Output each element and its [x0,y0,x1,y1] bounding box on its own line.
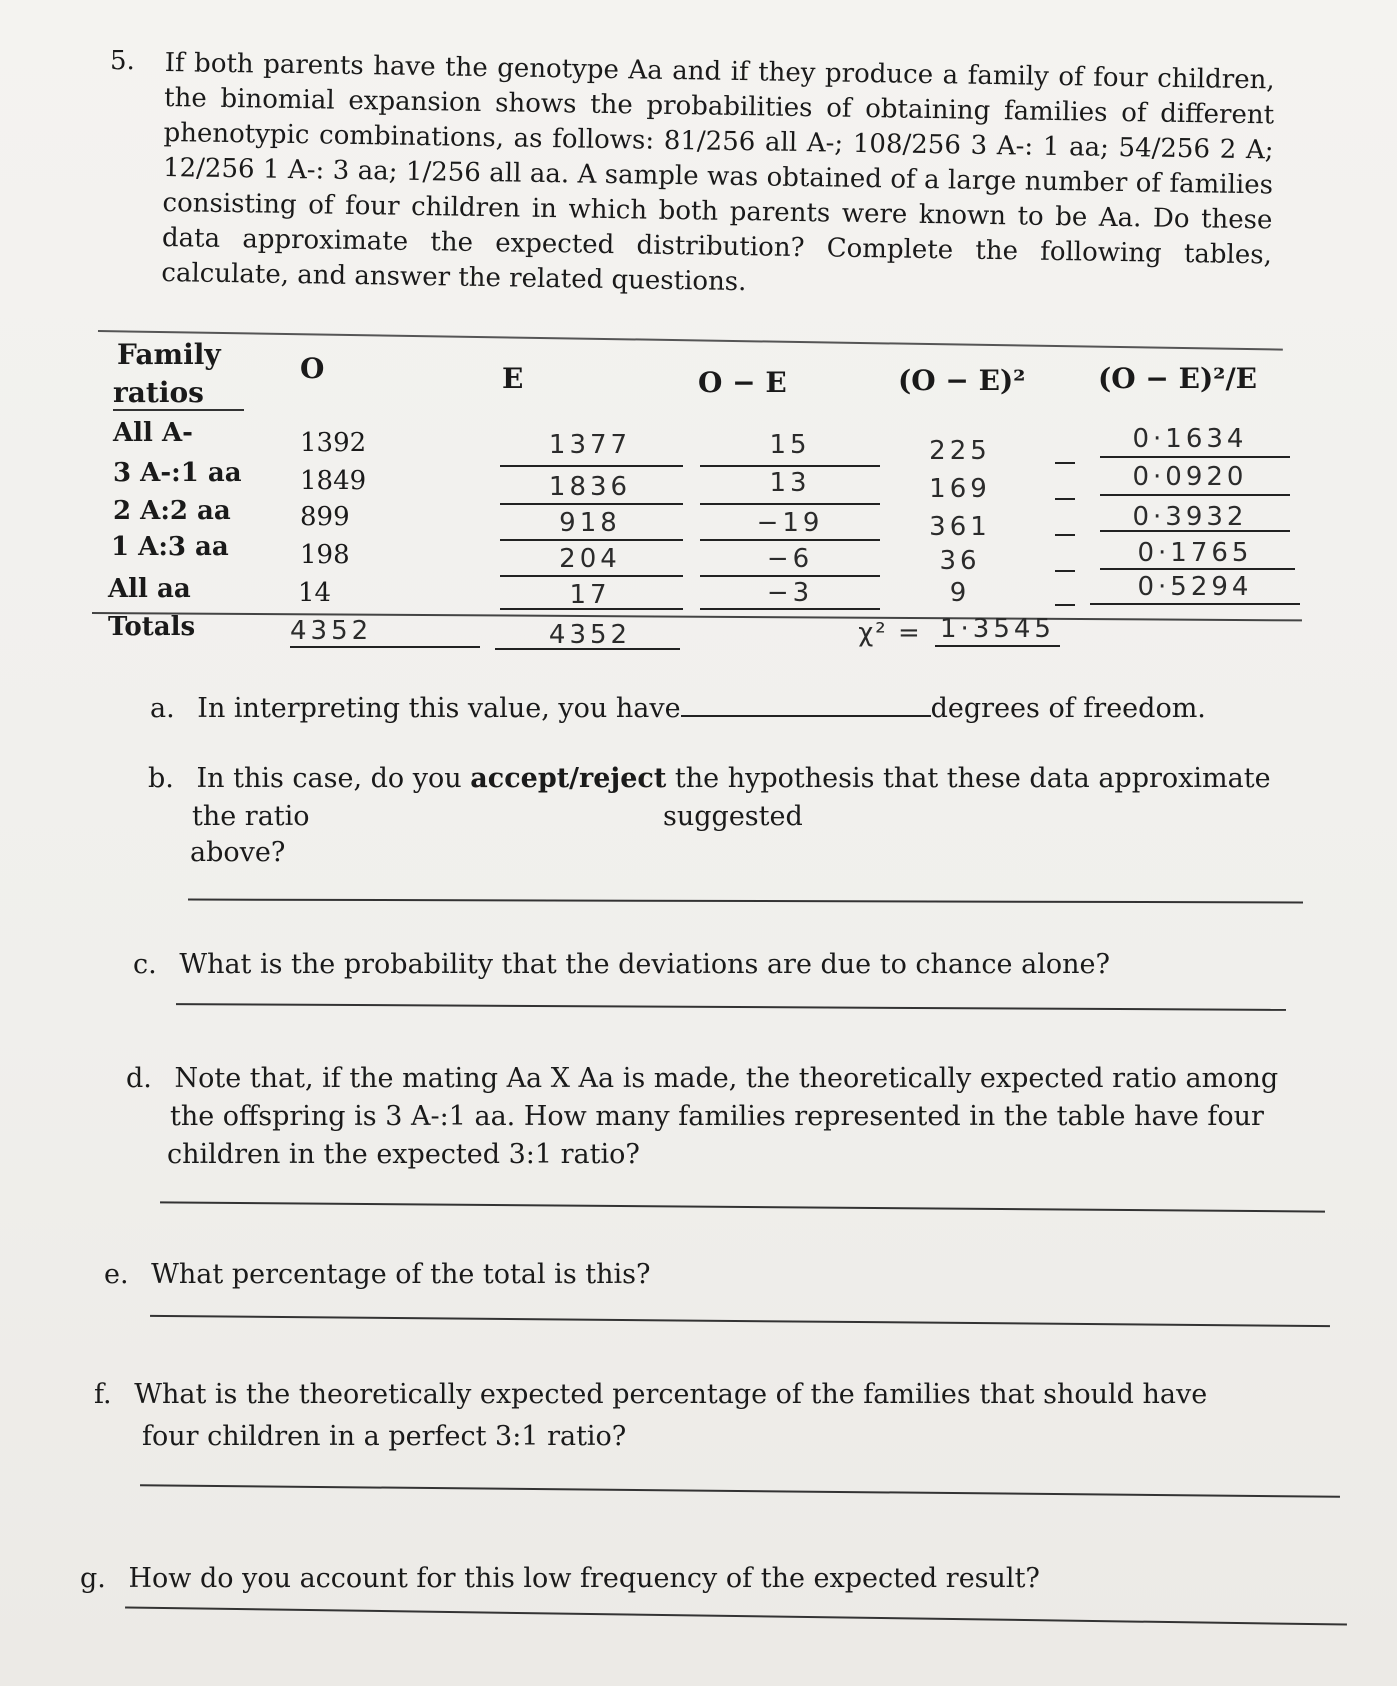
blank-o-minus-e [700,503,880,505]
question-g-letter: g. [80,1563,106,1594]
row-chi-term: 0·3932 [1132,502,1248,532]
question-a-letter: a. [150,693,175,724]
blank-dash [1055,570,1075,572]
row-expected: 918 [559,508,621,538]
header-o-minus-e: O − E [698,366,787,399]
row-observed: 198 [300,540,350,570]
header-o: O [300,352,325,385]
blank-e [500,539,683,541]
answer-d-line[interactable] [160,1201,1325,1212]
blank-e [500,465,683,467]
totals-label: Totals [108,612,196,642]
table-top-rule [98,330,1283,351]
row-o-minus-e-squared: 361 [929,512,991,542]
blank-dash [1055,462,1075,464]
question-c [133,946,1110,983]
row-o-minus-e: 15 [769,430,811,460]
blank-e [500,503,683,505]
blank-chi [1100,568,1295,570]
row-observed: 899 [300,502,350,532]
question-e-letter: e. [104,1259,129,1290]
blank-chi [1100,494,1290,496]
row-ratio-label: All aa [108,574,191,604]
question-c-letter: c. [133,949,157,980]
blank-e [500,608,683,610]
question-b-line2a: the ratio [192,801,310,832]
problem-number: 5. [110,46,135,76]
blank-chi [1090,603,1300,605]
question-d-letter: d. [126,1063,152,1094]
question-d [126,1060,1278,1097]
header-e: E [502,362,524,395]
chi-square-label: χ² = [858,618,922,648]
row-o-minus-e: 13 [769,468,811,498]
blank-o-minus-e [700,575,880,577]
blank-o-minus-e [700,608,880,610]
row-o-minus-e: −19 [756,508,824,538]
row-ratio-label: 2 A:2 aa [113,496,231,526]
row-ratio-label: 1 A:3 aa [111,532,229,562]
question-b-line3: above? [190,837,286,868]
row-chi-term: 0·0920 [1132,462,1248,492]
question-a-post: degrees of freedom. [930,693,1206,724]
problem-intro: If both parents have the genotype Aa and if they produce a family of four children, the binomial expansion shows the probabilities of obtaining families of different phenotypic combinations, as follows: 81/256 all A-; 108/256 3 A-: 1 aa; 54/256 2 A; 12/256 1 A-: 3 aa; 1/256 all aa. A sample was obtained of a large number of families consisting of four children in which both parents were known to be Aa. Do these data approximate the expected distribution? Complete the following tables, calculate, and answer the related questions. [161,47,1275,298]
blank-chi [1100,456,1290,458]
row-ratio-label: All A- [113,418,193,448]
row-expected: 1377 [548,430,632,460]
blank-total-o [290,646,480,648]
question-d-line1: Note that, if the mating Aa X Aa is made, the theoretically expected ratio among [174,1063,1279,1094]
row-observed: 1392 [300,428,367,458]
table-bottom-rule [92,612,1302,621]
chi-square-value: 1·3545 [940,614,1055,644]
row-ratio-label: 3 A-:1 aa [113,458,242,488]
row-o-minus-e: −3 [766,578,814,608]
header-o-minus-e-squared: (O − E)² [898,364,1026,397]
blank-dash [1055,534,1075,536]
answer-a-blank[interactable] [681,693,931,717]
blank-chi-square [935,645,1060,647]
question-b-text: In this case, do you [196,763,462,794]
question-b-letter: b. [148,763,174,794]
header-chi-term: (O − E)²/E [1098,362,1258,395]
question-f-line1: What is the theoretically expected percentage of the families that should have [134,1379,1208,1410]
row-expected: 204 [559,544,621,574]
row-o-minus-e-squared: 225 [929,436,991,466]
blank-o-minus-e [700,465,880,467]
question-a-text: In interpreting this value, you have [197,693,681,724]
total-expected: 4352 [548,620,632,650]
blank-dash [1055,604,1075,606]
question-g [80,1560,1040,1597]
question-f-line2: four children in a perfect 3:1 ratio? [142,1421,627,1452]
answer-g-line[interactable] [125,1606,1347,1625]
row-chi-term: 0·5294 [1137,572,1253,602]
question-b-bold: accept/reject [470,763,667,794]
question-f [94,1376,1207,1413]
question-g-text: How do you account for this low frequency of the expected result? [128,1563,1040,1594]
answer-b-line[interactable] [188,899,1303,904]
blank-total-e [495,648,680,650]
row-chi-term: 0·1765 [1137,538,1253,568]
row-o-minus-e-squared: 169 [929,474,991,504]
question-c-text: What is the probability that the deviations are due to chance alone? [179,949,1110,980]
question-e [104,1256,650,1293]
row-o-minus-e: −6 [766,544,814,574]
row-expected: 17 [569,580,611,610]
row-chi-term: 0·1634 [1132,424,1248,454]
blank-dash [1055,498,1075,500]
row-observed: 14 [298,578,332,608]
answer-c-line[interactable] [176,1003,1286,1011]
question-b-line2b: suggested [663,801,803,832]
total-observed: 4352 [290,616,373,646]
header-ratios: ratios [113,376,244,411]
question-b [148,760,1271,797]
row-observed: 1849 [300,466,367,496]
question-a [150,690,1206,727]
row-o-minus-e-squared: 9 [949,578,971,608]
header-family: Family [117,338,221,371]
question-f-letter: f. [94,1379,112,1410]
row-o-minus-e-squared: 36 [939,546,981,576]
question-d-line3: children in the expected 3:1 ratio? [167,1139,640,1170]
question-d-line2: the offspring is 3 A-:1 aa. How many families represented in the table have four [170,1101,1264,1132]
blank-chi [1100,530,1290,532]
blank-o-minus-e [700,539,880,541]
answer-e-line[interactable] [150,1315,1330,1327]
question-b-post: the hypothesis that these data approximate [674,763,1271,794]
question-e-text: What percentage of the total is this? [151,1259,651,1290]
answer-f-line[interactable] [140,1484,1340,1498]
blank-e [500,575,683,577]
row-expected: 1836 [548,472,632,502]
